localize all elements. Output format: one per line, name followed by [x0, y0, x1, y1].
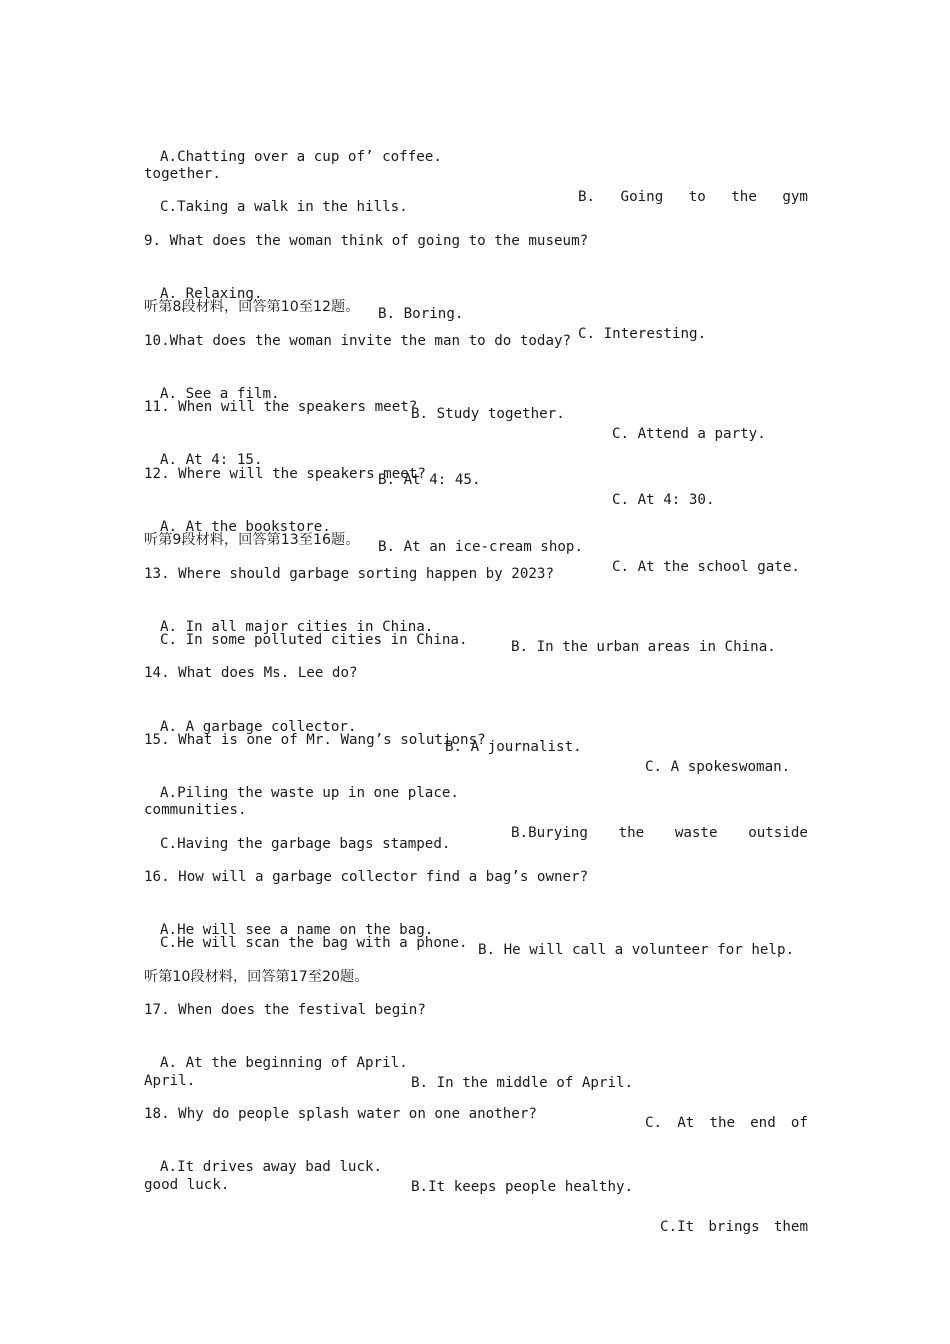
q9-stem: 9. What does the woman think of going to the museum? — [144, 233, 589, 249]
q17-option-a: A. At the beginning of April. — [160, 1055, 408, 1071]
q12-option-b: B. At an ice-cream shop. — [378, 539, 583, 555]
q11-stem: 11. When will the speakers meet? — [144, 399, 418, 415]
q13-stem: 13. Where should garbage sorting happen by 2023? — [144, 566, 554, 582]
q15-option-b-word: B.Burying — [511, 825, 588, 841]
q15-option-b-word: the — [618, 825, 645, 841]
q16-option-b: B. He will call a volunteer for help. — [478, 942, 795, 958]
q11-option-b: B. At 4: 45. — [378, 472, 481, 488]
q8-option-b-word: B. — [578, 189, 596, 205]
q17-stem: 17. When does the festival begin? — [144, 1002, 426, 1018]
q14-option-b: B. A journalist. — [445, 739, 582, 755]
q17-option-c-continued: April. — [144, 1073, 196, 1089]
q18-stem: 18. Why do people splash water on one another? — [144, 1106, 537, 1122]
q18-option-a: A.It drives away bad luck. — [160, 1159, 383, 1175]
q12-option-c: C. At the school gate. — [612, 559, 800, 575]
q8-option-c: C.Taking a walk in the hills. — [160, 199, 408, 215]
q10-option-b: B. Study together. — [411, 406, 565, 422]
section-heading-8: 听第8段材料，回答第10至12题。 — [144, 299, 360, 315]
q9-option-a: A. Relaxing. — [160, 286, 263, 302]
q15-option-c: C.Having the garbage bags stamped. — [160, 836, 451, 852]
q9-option-c: C. Interesting. — [578, 326, 707, 342]
q17-option-c-word: of — [790, 1115, 808, 1131]
q17-option-c-word: end — [750, 1115, 776, 1131]
q17-option-c-word: the — [709, 1115, 736, 1131]
q12-option-a: A. At the bookstore. — [160, 519, 331, 535]
q8-option-a: A.Chatting over a cup of’ coffee. — [160, 149, 442, 165]
q8-option-b-continued: together. — [144, 166, 221, 182]
q13-option-c: C. In some polluted cities in China. — [160, 632, 468, 648]
q14-option-c: C. A spokeswoman. — [645, 759, 791, 775]
q15-option-a: A.Piling the waste up in one place. — [160, 785, 459, 801]
q9-option-b: B. Boring. — [378, 306, 464, 322]
q18-option-c-word: them — [773, 1219, 808, 1235]
q18-option-c-continued: good luck. — [144, 1177, 230, 1193]
q17-option-c-word: At — [677, 1115, 695, 1131]
q10-option-c: C. Attend a party. — [612, 426, 766, 442]
q16-option-a: A.He will see a name on the bag. — [160, 922, 434, 938]
q8-option-b-word: the — [731, 189, 757, 205]
q8-option-b-word: Going — [620, 189, 664, 205]
q12-stem: 12. Where will the speakers meet? — [144, 466, 426, 482]
q13-option-a: A. In all major cities in China. — [160, 619, 434, 635]
section-heading-10: 听第10段材料，回答第17至20题。 — [144, 969, 369, 985]
q13-option-b: B. In the urban areas in China. — [511, 639, 776, 655]
q10-option-a: A. See a film. — [160, 386, 280, 402]
q16-stem: 16. How will a garbage collector find a bag’s owner? — [144, 869, 589, 885]
q15-option-b-word: waste — [674, 825, 718, 841]
section-heading-9: 听第9段材料，回答第13至16题。 — [144, 532, 360, 548]
q15-stem: 15. What is one of Mr. Wang’s solutions? — [144, 732, 486, 748]
q16-option-c: C.He will scan the bag with a phone. — [160, 935, 468, 951]
q17-option-c-word: C. — [645, 1115, 663, 1131]
q18-option-c-word: C.It — [660, 1219, 695, 1235]
q18-option-b: B.It keeps people healthy. — [411, 1179, 634, 1195]
q10-stem: 10.What does the woman invite the man to do today? — [144, 333, 572, 349]
q8-option-b-word: to — [688, 189, 706, 205]
q14-stem: 14. What does Ms. Lee do? — [144, 665, 358, 681]
q14-option-a: A. A garbage collector. — [160, 719, 357, 735]
q17-option-b: B. In the middle of April. — [411, 1075, 634, 1091]
q11-option-a: A. At 4: 15. — [160, 452, 263, 468]
q15-option-b-continued: communities. — [144, 802, 247, 818]
q15-option-b-word: outside — [748, 825, 808, 841]
q11-option-c: C. At 4: 30. — [612, 492, 715, 508]
q18-option-c-word: brings — [708, 1219, 760, 1235]
q8-option-b-word: gym — [782, 189, 808, 205]
q18-option-c — [660, 1217, 808, 1237]
